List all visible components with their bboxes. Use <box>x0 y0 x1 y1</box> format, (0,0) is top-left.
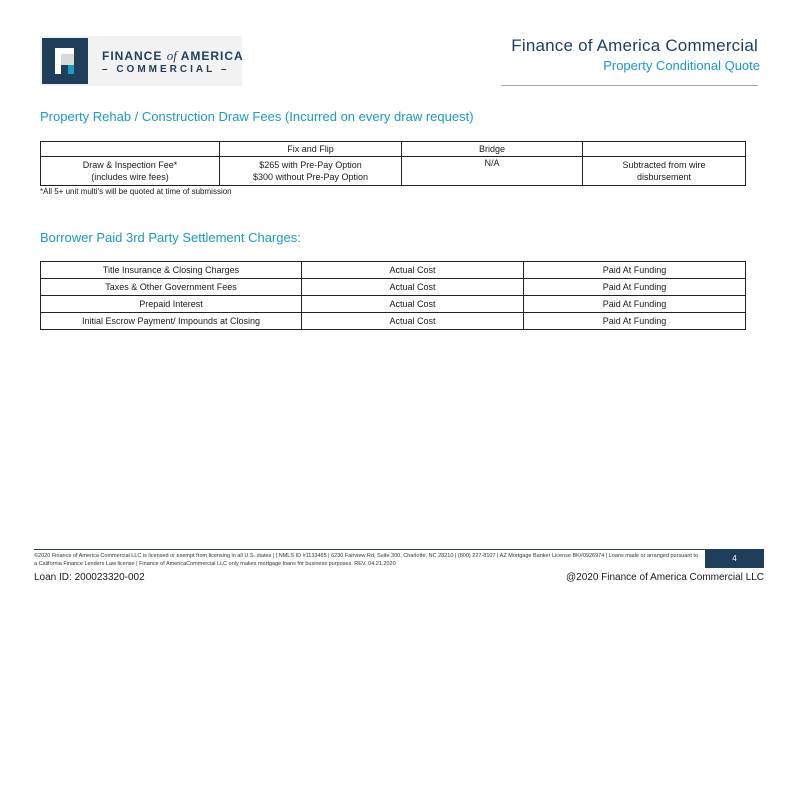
fa-monogram-icon <box>42 38 88 84</box>
table-row <box>41 296 746 313</box>
logo-wordmark <box>102 48 244 64</box>
column-header-fix-and-flip: Fix and Flip <box>220 142 402 157</box>
charge-when: Paid At Funding <box>524 313 746 330</box>
logo-word-america: AMERICA <box>180 49 244 63</box>
charge-item: Taxes & Other Government Fees <box>41 279 302 296</box>
table-header-row <box>41 142 746 157</box>
settlement-section-title: Borrower Paid 3rd Party Settlement Charges: <box>40 230 301 245</box>
footer-copyright: @2020 Finance of America Commercial LLC <box>565 572 764 583</box>
loan-id: Loan ID: 200023320-002 <box>34 572 145 583</box>
bridge-fee: N/A <box>402 157 583 186</box>
logo-word-finance: FINANCE <box>102 49 163 63</box>
footer-legal-text: ©2020 Finance of America Commercial LLC is licensed or exempt from licensing in all U.S. states | | NMLS ID #1133465 | 6230 Fairview Rd, Suite 300, Charlotte, NC 28210 | (800) 227-8107 | AZ Mortgage Banker License BK#0926974 | Loans made or arranged pursuant to a California Finance Lenders Law license | Finance of AmericaCommercial LLC only makes mortgage loans for business purposes. REV. 04.21.2020 <box>34 553 699 567</box>
charge-when: Paid At Funding <box>524 296 746 313</box>
table-row <box>41 279 746 296</box>
charge-cost: Actual Cost <box>302 296 524 313</box>
column-header-empty <box>41 142 220 157</box>
page-title: Finance of America Commercial <box>511 36 758 55</box>
logo-word-commercial: – COMMERCIAL – <box>102 64 230 75</box>
table-row <box>41 313 746 330</box>
logo-word-of: of <box>166 48 177 63</box>
settlement-charges-table <box>40 261 746 330</box>
footer-divider <box>34 549 764 550</box>
charge-when: Paid At Funding <box>524 262 746 279</box>
charge-when: Paid At Funding <box>524 279 746 296</box>
draw-fee-label-line2: (includes wire fees) <box>91 172 169 182</box>
draw-fee-label-line1: Draw & Inspection Fee* <box>82 160 178 170</box>
page-number-badge: 4 <box>705 549 764 568</box>
draw-fees-table <box>40 141 746 186</box>
charge-item: Title Insurance & Closing Charges <box>41 262 302 279</box>
draw-fees-footnote: *All 5+ unit multi's will be quoted at time of submission <box>40 187 232 196</box>
charge-cost: Actual Cost <box>302 262 524 279</box>
charge-cost: Actual Cost <box>302 279 524 296</box>
fee-note-line1: Subtracted from wire <box>622 160 706 170</box>
fix-fee-line1: $265 with Pre-Pay Option <box>259 160 362 170</box>
draw-fee-label <box>41 157 220 186</box>
draw-fees-section-title: Property Rehab / Construction Draw Fees (Incurred on every draw request) <box>40 109 474 124</box>
charge-item: Initial Escrow Payment/ Impounds at Closing <box>41 313 302 330</box>
table-row <box>41 157 746 186</box>
charge-cost: Actual Cost <box>302 313 524 330</box>
company-logo <box>40 36 242 86</box>
column-header-bridge: Bridge <box>402 142 583 157</box>
fix-fee-line2: $300 without Pre-Pay Option <box>252 172 369 182</box>
charge-item: Prepaid Interest <box>41 296 302 313</box>
page-subtitle: Property Conditional Quote <box>603 58 760 73</box>
fee-note-line2: disbursement <box>636 172 692 182</box>
column-header-notes <box>583 142 746 157</box>
header-divider <box>501 85 758 86</box>
fee-note <box>583 157 746 186</box>
table-row <box>41 262 746 279</box>
fix-and-flip-fee <box>220 157 402 186</box>
